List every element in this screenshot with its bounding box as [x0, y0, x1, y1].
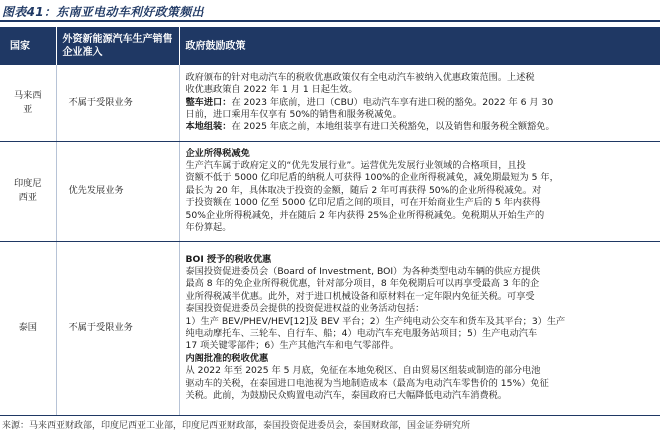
incentive-text: 1）生产 BEV/PHEV/HEV[12]及 BEV 平台；2）生产纯电动公交车和货车及其平台；3）生产	[185, 315, 566, 327]
incentive-text: 资额不低于 5000 亿印尼盾的纳税人可获得 100%的企业所得税减免，减免期最短为 5 年，	[185, 172, 559, 184]
header-incentives: 政府鼓励政策	[179, 27, 660, 65]
incentive-text: 整车进口：在 2023 年底前，进口（CBU）电动汽车享有进口税的豁免。2022 年 6 月 30	[185, 96, 554, 108]
incentive-text: 17 项关键零部件；6）生产其他汽车和电气零部件。	[185, 340, 399, 352]
incentive-text: 最高 8 年的免企业所得税优惠，针对部分项目，8 年免税期后可以再享受最高 3 年的企	[185, 278, 540, 290]
figure-title-bar	[0, 0, 660, 22]
incentive-text: 业所得税减半优惠。此外，对于进口机械设备和原材料在一定年限内免征关税。可享受	[185, 290, 535, 302]
incentive-cell	[179, 241, 660, 415]
figure-title: 图表41：东南亚电动车利好政策频出	[2, 5, 204, 19]
incentive-text: 50%企业所得税减免，并在随后 2 年内获得 25%企业所得税减免。免税期从开始生产的	[185, 209, 545, 221]
country-name: 泰国	[18, 322, 37, 333]
country-cell	[0, 65, 56, 141]
country-name: 印度尼西亚	[13, 178, 42, 203]
header-country: 国家	[0, 27, 56, 65]
incentive-text: 日前，进口乘用车仅享有 50%的销售和服务税减免。	[185, 108, 402, 120]
table-row	[0, 65, 660, 141]
access-cell: 不属于受限业务	[56, 241, 179, 415]
country-cell	[0, 241, 56, 415]
incentive-text: 收优惠政策自 2022 年 1 月 1 日起生效。	[185, 84, 358, 96]
incentive-text: 关税。此前，为鼓励民众购置电动汽车，泰国政府已大幅降低电动汽车消费税。	[185, 390, 508, 402]
incentive-text: 年份算起。	[185, 222, 232, 234]
incentive-text: 驱动车的关税，在泰国进口电池视为当地制造成本（最高为电动汽车零售价的 15%）免征	[185, 377, 549, 389]
incentive-text: 最长为 20 年，具体取决于投资的金额，随后 2 年可再获得 50%的企业所得税减免。对	[185, 184, 542, 196]
incentive-text: 从 2022 年至 2025 年 5 月底，免征在本地免税区、自由贸易区组装或制造的部分电池	[185, 365, 541, 377]
incentive-text: 泰国投资促进委员会提供的投资促进权益的业务活动包括：	[185, 303, 425, 315]
incentive-text: 纯电动摩托车、三轮车、自行车、船；4）电动汽车充电服务站项目；5）生产电动汽车	[185, 328, 538, 339]
incentive-heading: 内阁批准的税收优惠	[185, 352, 269, 364]
access-cell: 不属于受限业务	[56, 65, 179, 141]
country-name: 马来西亚	[13, 89, 42, 115]
source-note: 来源：马来西亚财政部，印度尼西亚工业部，印度尼西亚财政部，泰国投资促进委员会，泰国财政部，国金证券研究所	[2, 421, 471, 431]
incentive-text: 本地组装：在 2025 年底之前，本地组装享有进口关税豁免，以及销售和服务税全额豁免。	[185, 121, 555, 133]
country-cell	[0, 141, 56, 241]
incentive-text: 生产汽车属于政府定义的“优先发展行业”。运营优先发展行业领域的合格项目，且投	[185, 159, 526, 171]
access-cell: 优先发展业务	[56, 141, 179, 241]
incentive-cell	[179, 141, 660, 241]
incentive-heading: BOI 授予的税收优惠	[185, 253, 272, 265]
table-row	[0, 141, 660, 241]
incentive-cell	[179, 65, 660, 141]
incentive-text: 政府颁布的针对电动汽车的税收优惠政策仅有全电动汽车被纳入优惠政策范围。上述税	[185, 71, 535, 83]
table-header-row	[0, 27, 660, 65]
incentive-heading: 企业所得税减免	[185, 147, 250, 159]
policy-table	[0, 27, 660, 416]
incentive-text: 泰国投资促进委员会（Board of Investment, BOI）为各种类型电动车辆的供应方提供	[185, 265, 541, 277]
header-access: 外资新能源汽车生产销售企业准入	[56, 27, 179, 65]
incentive-text: 于投资额在 1000 亿至 5000 亿印尼盾之间的项目，可在开始商业生产后的 5 年内获得	[185, 197, 541, 209]
table-row	[0, 241, 660, 415]
